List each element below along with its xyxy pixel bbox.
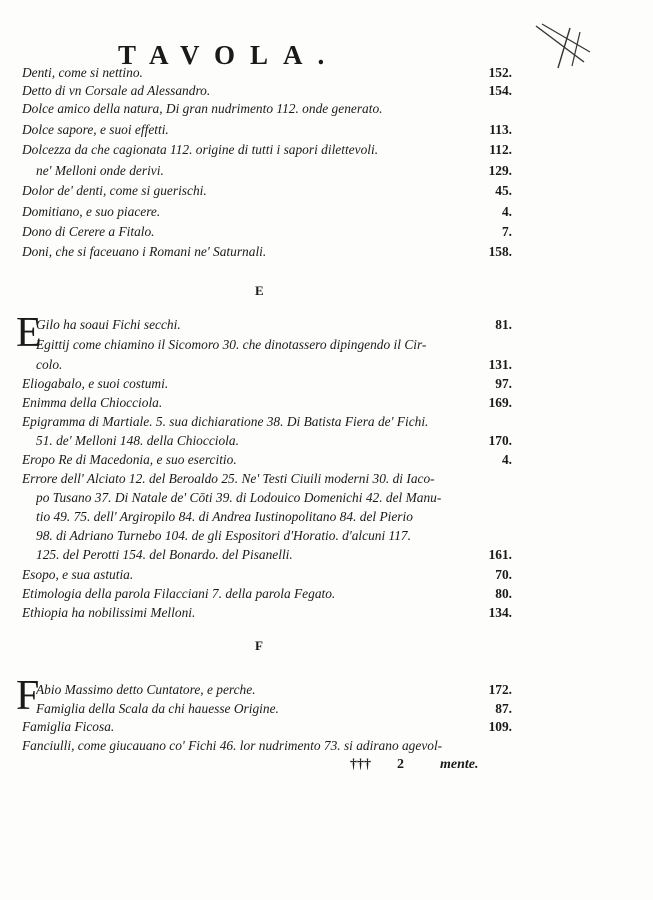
section-heading-e: E (255, 283, 264, 298)
index-entry: Eliogabalo, e suoi costumi. 97. (22, 376, 512, 391)
index-entry: Abio Massimo detto Cuntatore, e perche. 172. (36, 682, 512, 697)
index-entry: Etimologia della parola Filacciani 7. della parola Fegato. 80. (22, 586, 512, 601)
drop-cap-f: F (16, 673, 40, 719)
index-entry: tio 49. 75. dell' Argiropilo 84. di Andrea Iustinopolitano 84. del Pierio (36, 509, 413, 524)
sheet-number: 2 (397, 757, 404, 772)
index-entry: 125. del Perotti 154. del Bonardo. del Pisanelli. 161. (36, 547, 512, 562)
index-entry: Dolce amico della natura, Di gran nudrimento 112. onde generato. (22, 101, 383, 116)
index-entry: Dolcezza da che cagionata 112. origine di tutti i sapori dilettevoli. 112. (22, 142, 512, 157)
index-entry: Esopo, e sua astutia. 70. (22, 567, 512, 582)
index-entry: Fanciulli, come giucauano co' Fichi 46. lor nudrimento 73. si adirano agevol- (22, 738, 443, 753)
index-entry: Egittij come chiamino il Sicomoro 30. che dinotassero dipingendo il Cir- (36, 337, 427, 352)
index-entry: Dolor de' denti, come si guerischi. 45. (22, 183, 512, 198)
index-entry: Dono di Cerere a Fitalo. 7. (22, 224, 512, 239)
page-title: TAVOLA. (118, 40, 340, 70)
index-entry: 98. di Adriano Turnebo 104. de gli Espositori d'Horatio. d'alcuni 117. (36, 528, 411, 543)
index-entry: 51. de' Melloni 148. della Chiocciola. 170. (36, 433, 512, 448)
signature-mark: ††† (350, 757, 371, 772)
index-entry: colo. 131. (36, 357, 512, 372)
handwritten-cross-mark-icon (532, 22, 592, 72)
index-entry: Domitiano, e suo piacere. 4. (22, 204, 512, 219)
index-entry: Doni, che si faceuano i Romani ne' Saturnali. 158. (22, 244, 512, 259)
index-entry: Eropo Re di Macedonia, e suo esercitio. 4. (22, 452, 512, 467)
index-entry: Dolce sapore, e suoi effetti. 113. (22, 122, 512, 137)
index-entry: Enimma della Chiocciola. 169. (22, 395, 512, 410)
catchword: mente. (440, 757, 479, 772)
index-entry: Denti, come si nettino. 152. (22, 65, 512, 80)
index-entry: Gilo ha soaui Fichi secchi. 81. (36, 317, 512, 332)
drop-cap-e: E (16, 310, 42, 356)
index-entry: Ethiopia ha nobilissimi Melloni. 134. (22, 605, 512, 620)
index-entry: Famiglia Ficosa. 109. (22, 719, 512, 734)
index-entry: ne' Melloni onde derivi. 129. (36, 163, 512, 178)
index-entry: Famiglia della Scala da chi hauesse Origine. 87. (36, 701, 512, 716)
index-entry: po Tusano 37. Di Natale de' Cōti 39. di Lodouico Domenichi 42. del Manu- (36, 490, 442, 505)
index-entry: Detto di vn Corsale ad Alessandro. 154. (22, 83, 512, 98)
section-heading-f: F (255, 638, 263, 653)
index-entry: Epigramma di Martiale. 5. sua dichiaratione 38. Di Batista Fiera de' Fichi. (22, 414, 429, 429)
index-entry: Errore dell' Alciato 12. del Beroaldo 25. Ne' Testi Ciuili moderni 30. di Iaco- (22, 471, 435, 486)
